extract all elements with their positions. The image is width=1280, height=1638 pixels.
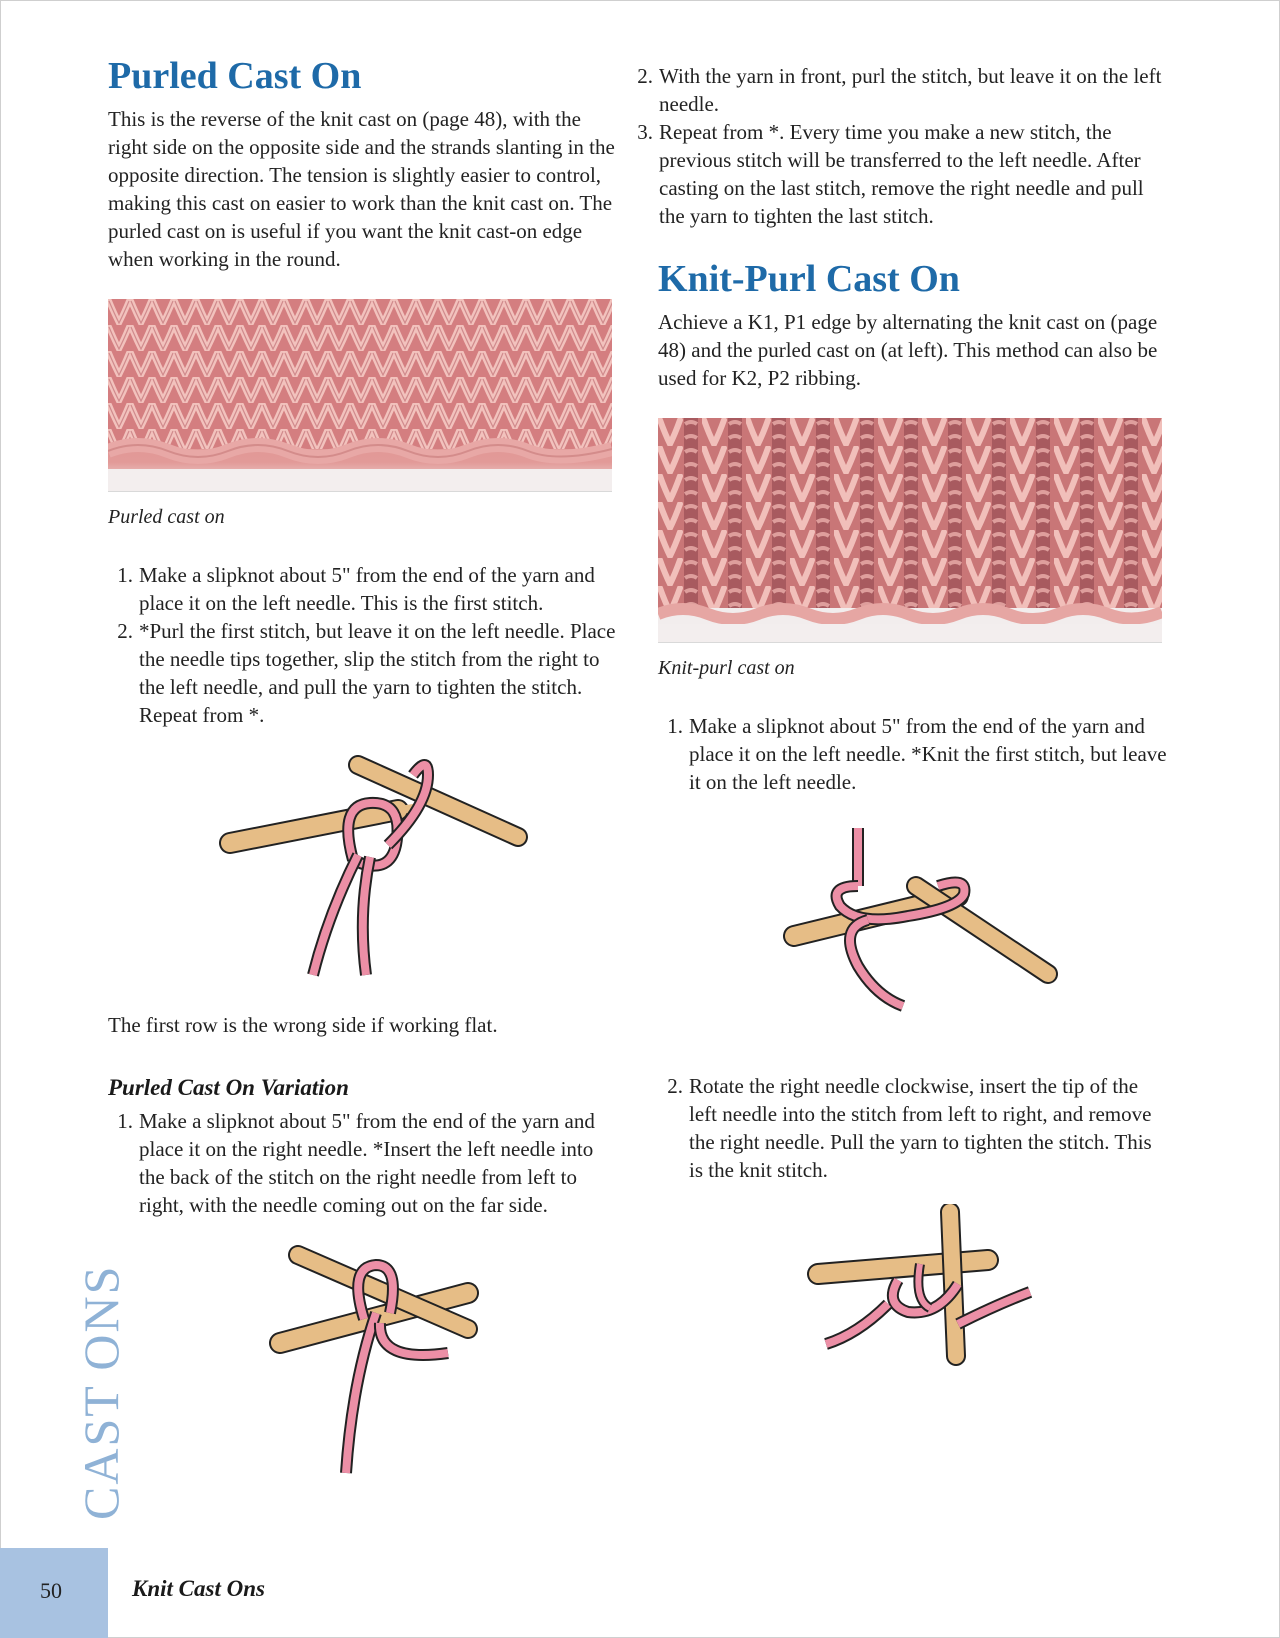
step-text: Repeat from *. Every time you make a new stitch, the previous stitch will be transferred to the left needle. After casting on the last stitch, remove the right needle and pull the yarn to tighten the last stitch. — [659, 120, 1144, 228]
right-column — [637, 62, 1168, 1374]
step-text: With the yarn in front, purl the stitch, but leave it on the left needle. — [659, 64, 1162, 116]
step-number: 2. — [637, 64, 653, 88]
step-number: 1. — [667, 713, 683, 738]
side-tab-label: CAST ONS — [73, 1264, 129, 1520]
left-column — [108, 55, 620, 1483]
step-number: 1. — [117, 1108, 133, 1133]
page-number: 50 — [40, 1578, 62, 1603]
knit-purl-cast-on-photo — [658, 418, 1162, 643]
purled-photo-caption: Purled cast on — [108, 505, 225, 528]
purled-variation-illustration — [108, 1233, 620, 1483]
variation-steps-list — [108, 1107, 620, 1219]
section-heading-purled-cast-on: Purled Cast On — [108, 55, 362, 97]
step-text: Rotate the right needle clockwise, insert the tip of the left needle into the stitch from left to right, and remove the right needle. Pull the yarn to tighten the stitch. This is the knit stitch. — [689, 1073, 1152, 1182]
variation-heading: Purled Cast On Variation — [108, 1074, 349, 1100]
step-number: 2. — [117, 618, 133, 643]
purled-cast-on-photo — [108, 299, 612, 492]
step-number: 2. — [667, 1073, 683, 1098]
list-item — [108, 1107, 620, 1219]
step-text: Make a slipknot about 5" from the end of the yarn and place it on the left needle. *Knit the first stitch, but leave it on the left needle. — [689, 713, 1167, 794]
step-text: Make a slipknot about 5" from the end of the yarn and place it on the right needle. *Insert the left needle into the back of the stitch on the right needle from left to right, with the needle coming out on the far side. — [139, 1108, 595, 1217]
step-text: *Purl the first stitch, but leave it on the left needle. Place the needle tips together, slip the stitch from the right to the left needle, and pull the yarn to tighten the stitch. Repeat from *. — [139, 618, 616, 727]
list-item — [108, 561, 620, 617]
purled-steps-list — [108, 561, 620, 729]
knit-purl-photo-caption: Knit-purl cast on — [658, 656, 795, 679]
list-item — [658, 712, 1168, 796]
section-heading-knit-purl-cast-on: Knit-Purl Cast On — [658, 258, 960, 300]
purled-cast-on-illustration — [108, 745, 620, 985]
knit-purl-steps-list-a — [658, 712, 1168, 796]
step-text: Make a slipknot about 5" from the end of the yarn and place it on the left needle. This is the first stitch. — [139, 562, 595, 615]
side-tab — [20, 1264, 129, 1530]
step-number: 1. — [117, 562, 133, 587]
list-item — [628, 118, 1168, 230]
knit-purl-steps-list-b — [658, 1072, 1168, 1184]
list-item — [658, 1072, 1168, 1184]
knit-purl-illustration-2 — [658, 1204, 1168, 1374]
step-number: 3. — [637, 120, 653, 144]
list-item — [628, 62, 1168, 118]
knit-purl-illustration-1 — [658, 816, 1168, 1030]
list-item — [108, 617, 620, 729]
knit-purl-intro-paragraph: Achieve a K1, P1 edge by alternating the knit cast on (page 48) and the purled cast on (at left). This method can also be used for K2, P2 ribbing. — [658, 309, 1158, 390]
first-row-note: The first row is the wrong side if working flat. — [108, 1012, 498, 1037]
purled-intro-paragraph: This is the reverse of the knit cast on (page 48), with the right side on the opposite side and the strands slanting in the opposite direction. The tension is slightly easier to control, making this cast on easier to work than the knit cast on. The purled cast on is useful if you want the knit cast-on edge when working in the round. — [108, 106, 615, 271]
running-title: Knit Cast Ons — [132, 1576, 265, 1601]
purled-steps-continued — [628, 62, 1168, 230]
